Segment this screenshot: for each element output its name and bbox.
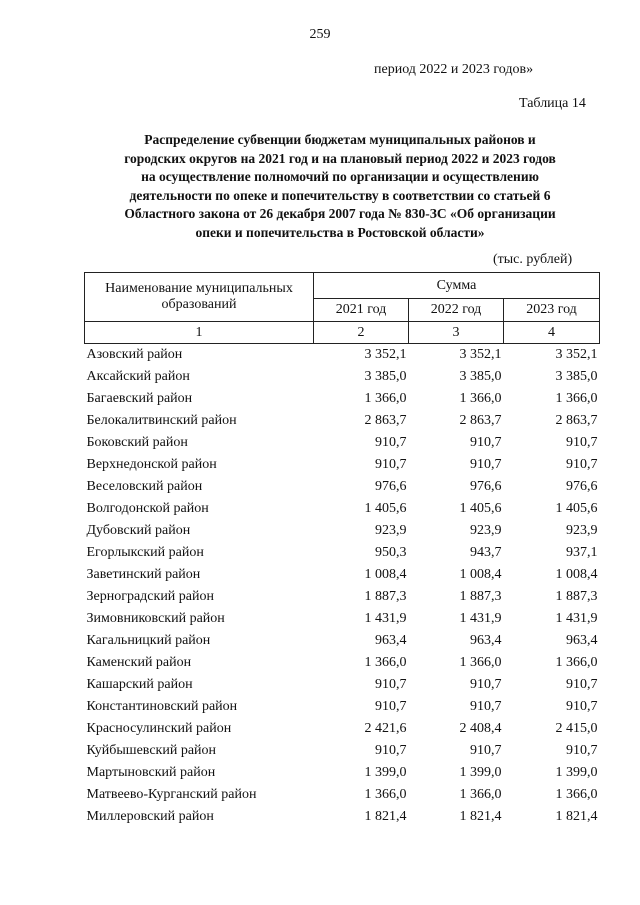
title-line: городских округов на 2021 год и на плановый период 2022 и 2023 годов bbox=[124, 150, 556, 166]
table-row bbox=[85, 784, 600, 806]
municipality-name-cell: Миллеровский район bbox=[86, 809, 214, 824]
value-2022-cell: 910,7 bbox=[470, 699, 502, 714]
table-row bbox=[85, 454, 600, 476]
value-2023-cell: 910,7 bbox=[566, 699, 598, 714]
value-2022-cell: 3 385,0 bbox=[459, 369, 502, 384]
year-header-2023: 2023 год bbox=[504, 299, 600, 322]
value-2023-cell: 923,9 bbox=[566, 523, 598, 538]
value-2022-cell: 910,7 bbox=[470, 743, 502, 758]
value-2023-cell: 976,6 bbox=[566, 479, 598, 494]
table-row bbox=[85, 432, 600, 454]
title-line: деятельности по опеке и попечительству в соответствии со статьей 6 bbox=[129, 187, 551, 203]
value-2021-cell: 950,3 bbox=[375, 545, 407, 560]
table-row bbox=[85, 586, 600, 608]
municipality-name-cell: Константиновский район bbox=[86, 699, 238, 714]
value-2023-cell: 1 399,0 bbox=[555, 765, 598, 780]
value-2021-cell: 910,7 bbox=[375, 435, 407, 450]
table-row bbox=[85, 542, 600, 564]
value-2021-cell: 2 421,6 bbox=[364, 721, 407, 736]
value-2021-cell: 1 366,0 bbox=[364, 655, 407, 670]
units-label: (тыс. рублей) bbox=[493, 252, 573, 267]
municipality-name-cell: Зимовниковский район bbox=[86, 611, 225, 626]
municipality-name-cell: Азовский район bbox=[86, 347, 183, 362]
municipality-name-cell: Каменский район bbox=[86, 655, 192, 670]
municipality-name-cell: Белокалитвинский район bbox=[86, 413, 237, 428]
value-2022-cell: 910,7 bbox=[470, 457, 502, 472]
value-2021-cell: 910,7 bbox=[375, 677, 407, 692]
value-2021-cell: 1 887,3 bbox=[364, 589, 407, 604]
value-2021-cell: 3 385,0 bbox=[364, 369, 407, 384]
municipality-name-cell: Дубовский район bbox=[86, 523, 191, 538]
value-2023-cell: 1 821,4 bbox=[555, 809, 598, 824]
value-2021-cell: 1 008,4 bbox=[364, 567, 407, 582]
value-2023-cell: 2 415,0 bbox=[555, 721, 598, 736]
municipality-name-cell: Верхнедонской район bbox=[86, 457, 217, 472]
value-2023-cell: 1 366,0 bbox=[555, 787, 598, 802]
municipality-name-cell: Зерноградский район bbox=[86, 589, 214, 604]
table-row bbox=[85, 696, 600, 718]
value-2021-cell: 1 405,6 bbox=[364, 501, 407, 516]
value-2023-cell: 2 863,7 bbox=[555, 413, 598, 428]
municipality-name-cell: Кагальницкий район bbox=[86, 633, 211, 648]
table-row bbox=[85, 608, 600, 630]
municipality-name-cell: Багаевский район bbox=[86, 391, 193, 406]
value-2022-cell: 976,6 bbox=[470, 479, 502, 494]
table-row bbox=[85, 344, 600, 367]
value-2022-cell: 1 821,4 bbox=[459, 809, 502, 824]
value-2022-cell: 1 366,0 bbox=[459, 391, 502, 406]
title-line: на осуществление полномочий по организации и осуществлению bbox=[141, 169, 539, 185]
subvention-table bbox=[84, 272, 600, 828]
value-2021-cell: 910,7 bbox=[375, 699, 407, 714]
value-2022-cell: 1 366,0 bbox=[459, 655, 502, 670]
value-2022-cell: 1 405,6 bbox=[459, 501, 502, 516]
value-2022-cell: 2 408,4 bbox=[459, 721, 502, 736]
value-2021-cell: 3 352,1 bbox=[364, 347, 407, 362]
value-2021-cell: 923,9 bbox=[375, 523, 407, 538]
table-row bbox=[85, 388, 600, 410]
municipality-name-cell: Мартыновский район bbox=[86, 765, 216, 780]
value-2022-cell: 1 399,0 bbox=[459, 765, 502, 780]
municipality-name-cell: Заветинский район bbox=[86, 567, 201, 582]
column-number: 4 bbox=[504, 322, 600, 344]
table-row bbox=[85, 498, 600, 520]
value-2023-cell: 1 405,6 bbox=[555, 501, 598, 516]
table-body bbox=[85, 344, 600, 829]
value-2023-cell: 1 366,0 bbox=[555, 391, 598, 406]
column-number: 1 bbox=[85, 322, 314, 344]
value-2021-cell: 1 366,0 bbox=[364, 391, 407, 406]
value-2023-cell: 963,4 bbox=[566, 633, 598, 648]
value-2021-cell: 2 863,7 bbox=[364, 413, 407, 428]
table-row bbox=[85, 674, 600, 696]
year-header-2022: 2022 год bbox=[409, 299, 504, 322]
table-title bbox=[84, 131, 596, 243]
table-row bbox=[85, 366, 600, 388]
municipality-name-cell: Веселовский район bbox=[86, 479, 203, 494]
value-2023-cell: 1 887,3 bbox=[555, 589, 598, 604]
table-row bbox=[85, 740, 600, 762]
value-2021-cell: 1 431,9 bbox=[364, 611, 407, 626]
municipality-name-cell: Кашарский район bbox=[86, 677, 193, 692]
value-2021-cell: 976,6 bbox=[375, 479, 407, 494]
table-row bbox=[85, 520, 600, 542]
value-2022-cell: 963,4 bbox=[470, 633, 502, 648]
municipality-name-cell: Матвеево-Курганский район bbox=[86, 787, 257, 802]
municipality-name-cell: Боковский район bbox=[86, 435, 188, 450]
table-row bbox=[85, 762, 600, 784]
value-2022-cell: 3 352,1 bbox=[459, 347, 502, 362]
table-row bbox=[85, 652, 600, 674]
value-2022-cell: 1 431,9 bbox=[459, 611, 502, 626]
value-2023-cell: 910,7 bbox=[566, 457, 598, 472]
value-2023-cell: 937,1 bbox=[566, 545, 598, 560]
value-2022-cell: 943,7 bbox=[470, 545, 502, 560]
municipality-name-cell: Егорлыкский район bbox=[86, 545, 204, 560]
municipality-name-cell: Волгодонской район bbox=[86, 501, 209, 516]
table-row bbox=[85, 476, 600, 498]
value-2021-cell: 1 821,4 bbox=[364, 809, 407, 824]
value-2022-cell: 1 887,3 bbox=[459, 589, 502, 604]
value-2023-cell: 1 366,0 bbox=[555, 655, 598, 670]
title-line: Распределение субвенции бюджетам муниципальных районов и bbox=[144, 132, 536, 147]
value-2022-cell: 1 366,0 bbox=[459, 787, 502, 802]
table-row bbox=[85, 630, 600, 652]
municipality-name-cell: Куйбышевский район bbox=[86, 743, 217, 758]
value-2023-cell: 3 352,1 bbox=[555, 347, 598, 362]
table-row bbox=[85, 410, 600, 432]
value-2023-cell: 3 385,0 bbox=[555, 369, 598, 384]
value-2021-cell: 910,7 bbox=[375, 457, 407, 472]
table-row bbox=[85, 806, 600, 828]
table-row bbox=[85, 564, 600, 586]
value-2022-cell: 910,7 bbox=[470, 435, 502, 450]
table-number: Таблица 14 bbox=[519, 96, 586, 111]
value-2022-cell: 1 008,4 bbox=[459, 567, 502, 582]
title-line: Областного закона от 26 декабря 2007 года № 830-ЗС «Об организации bbox=[124, 206, 556, 222]
value-2021-cell: 1 366,0 bbox=[364, 787, 407, 802]
value-2022-cell: 2 863,7 bbox=[459, 413, 502, 428]
value-2023-cell: 910,7 bbox=[566, 435, 598, 450]
column-number: 2 bbox=[314, 322, 409, 344]
table-row bbox=[85, 718, 600, 740]
page-number: 259 bbox=[309, 27, 331, 42]
column-number: 3 bbox=[409, 322, 504, 344]
title-line: опеки и попечительства в Ростовской области» bbox=[195, 224, 485, 240]
sum-column-header: Сумма bbox=[314, 273, 600, 299]
value-2022-cell: 923,9 bbox=[470, 523, 502, 538]
municipality-name-cell: Аксайский район bbox=[86, 369, 190, 384]
value-2023-cell: 910,7 bbox=[566, 677, 598, 692]
value-2022-cell: 910,7 bbox=[470, 677, 502, 692]
municipality-name-cell: Красносулинский район bbox=[86, 721, 232, 736]
value-2021-cell: 1 399,0 bbox=[364, 765, 407, 780]
name-column-header: Наименование муниципальных образований bbox=[85, 273, 314, 322]
period-line: период 2022 и 2023 годов» bbox=[374, 62, 534, 77]
value-2021-cell: 963,4 bbox=[375, 633, 407, 648]
value-2021-cell: 910,7 bbox=[375, 743, 407, 758]
value-2023-cell: 910,7 bbox=[566, 743, 598, 758]
value-2023-cell: 1 431,9 bbox=[555, 611, 598, 626]
value-2023-cell: 1 008,4 bbox=[555, 567, 598, 582]
year-header-2021: 2021 год bbox=[314, 299, 409, 322]
